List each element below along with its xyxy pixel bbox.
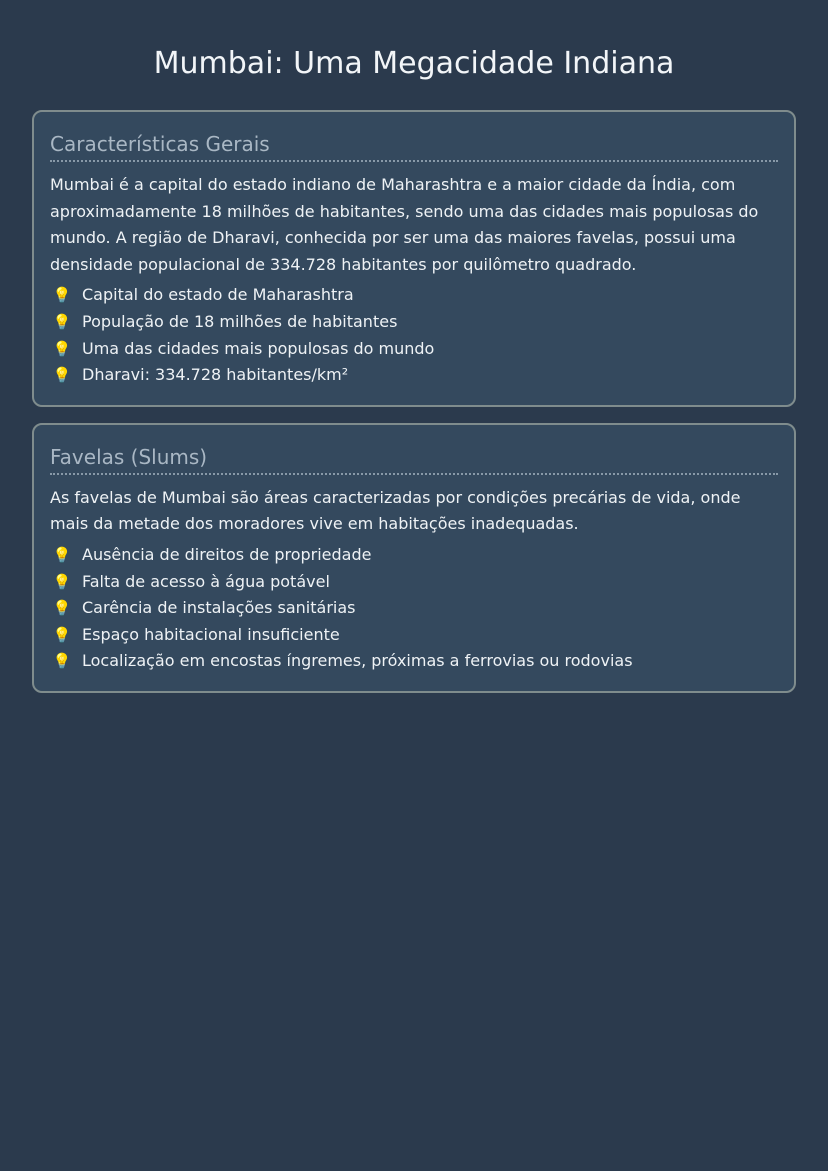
list-item [50, 282, 778, 309]
list-item-text: População de 18 milhões de habitantes [82, 311, 398, 331]
list-item [50, 336, 778, 363]
list-item-text: Carência de instalações sanitárias [82, 598, 356, 618]
section-heading: Favelas (Slums) [50, 443, 778, 475]
list-item-text: Espaço habitacional insuficiente [82, 624, 340, 644]
list-item-text: Capital do estado de Maharashtra [82, 285, 354, 305]
section-caracteristicas-gerais [32, 110, 796, 407]
list-item [50, 309, 778, 336]
section-description: Mumbai é a capital do estado indiano de Maharashtra e a maior cidade da Índia, com aproximadamente 18 milhões de habitantes, sendo uma das cidades mais populosas do mundo. A região de Dharavi, conhecida por ser uma das maiores favelas, possui uma densidade populacional de 334.728 habitantes por quilômetro quadrado. [50, 175, 759, 274]
lightbulb-icon: 💡 [52, 545, 72, 564]
bullet-list [50, 282, 778, 388]
list-item [50, 595, 778, 622]
list-item-text: Uma das cidades mais populosas do mundo [82, 338, 435, 358]
lightbulb-icon: 💡 [52, 572, 72, 591]
lightbulb-icon: 💡 [52, 652, 72, 671]
list-item-text: Ausência de direitos de propriedade [82, 544, 372, 564]
list-item [50, 622, 778, 649]
lightbulb-icon: 💡 [52, 599, 72, 618]
list-item [50, 648, 778, 675]
section-heading: Características Gerais [50, 130, 778, 162]
lightbulb-icon: 💡 [52, 625, 72, 644]
section-favelas [32, 423, 796, 693]
lightbulb-icon: 💡 [52, 312, 72, 331]
list-item-text: Localização em encostas íngremes, próximas a ferrovias ou rodovias [82, 651, 633, 671]
list-item [50, 362, 778, 389]
lightbulb-icon: 💡 [52, 366, 72, 385]
lightbulb-icon: 💡 [52, 339, 72, 358]
bullet-list [50, 542, 778, 675]
list-item [50, 569, 778, 596]
page-title: Mumbai: Uma Megacidade Indiana [153, 46, 675, 81]
lightbulb-icon: 💡 [52, 286, 72, 305]
list-item-text: Dharavi: 334.728 habitantes/km² [82, 365, 349, 385]
section-description: As favelas de Mumbai são áreas caracterizadas por condições precárias de vida, onde mais da metade dos moradores vive em habitações inadequadas. [50, 487, 741, 534]
list-item-text: Falta de acesso à água potável [82, 571, 330, 591]
list-item [50, 542, 778, 569]
